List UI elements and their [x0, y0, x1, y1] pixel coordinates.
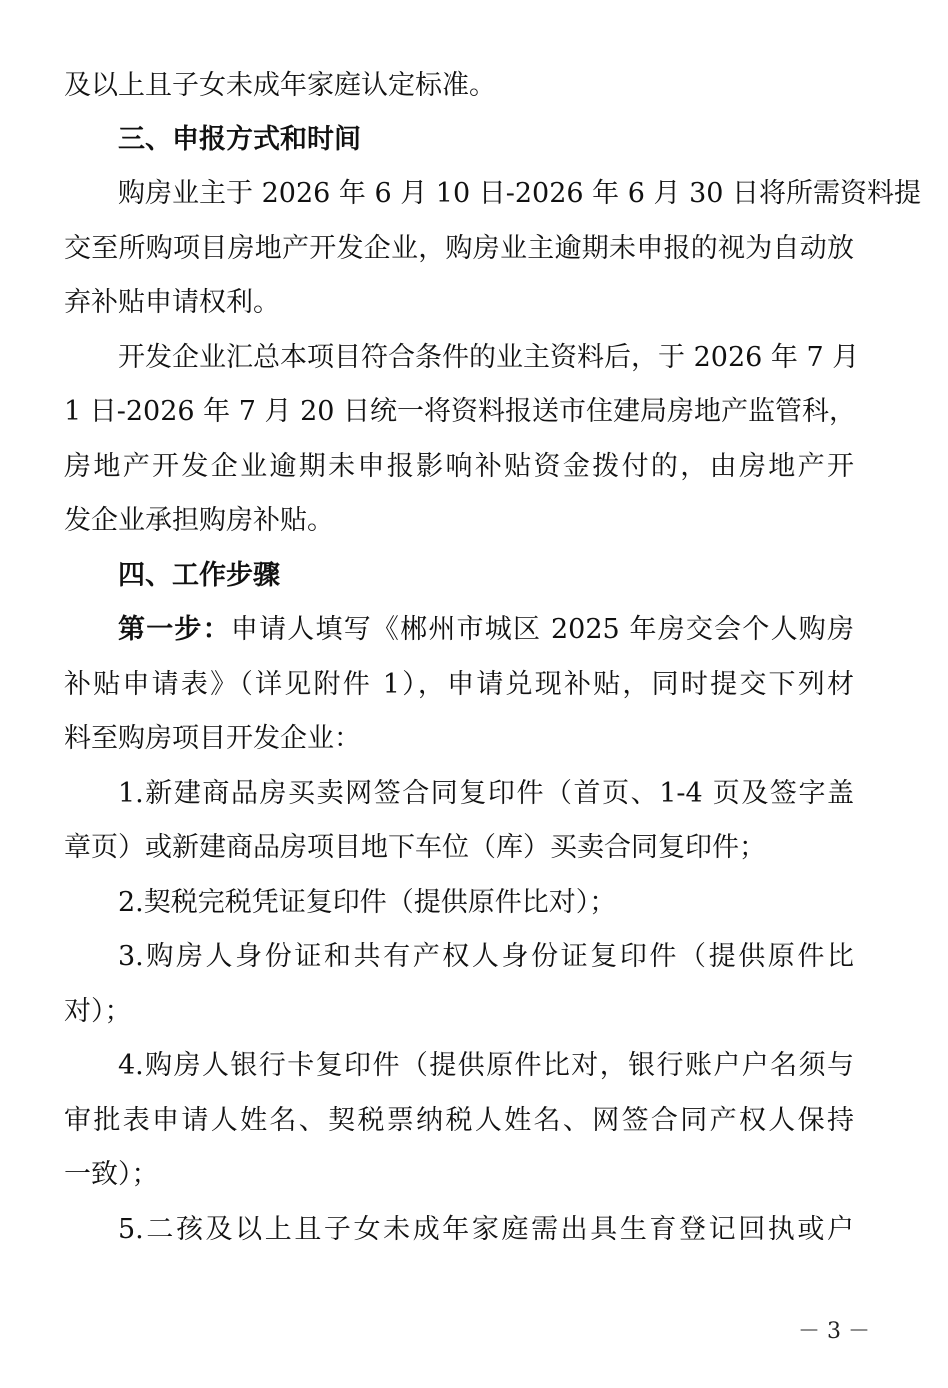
section-heading-3: 三、申报方式和时间	[118, 124, 361, 155]
paragraph-line: 及以上且子女未成年家庭认定标准。	[64, 70, 496, 101]
paragraph-line: 房地产开发企业逾期未申报影响补贴资金拨付的，由房地产开	[64, 451, 854, 482]
page-number: － 3 －	[798, 1319, 870, 1344]
paragraph-line: 审批表申请人姓名、契税票纳税人姓名、网签合同产权人保持	[64, 1105, 854, 1136]
step-one-line	[118, 603, 854, 657]
list-item-2: 2.契税完税凭证复印件（提供原件比对）；	[118, 887, 617, 918]
paragraph-line: 开发企业汇总本项目符合条件的业主资料后，于 2026 年 7 月	[118, 342, 860, 373]
paragraph-line: 料至购房项目开发企业：	[64, 723, 361, 754]
step-one-text: 申请人填写《郴州市城区 2025 年房交会个人购房	[230, 614, 854, 645]
step-one-label: 第一步：	[118, 614, 231, 645]
paragraph-line: 交至所购项目房地产开发企业，购房业主逾期未申报的视为自动放	[64, 233, 854, 264]
paragraph-line: 购房业主于 2026 年 6 月 10 日-2026 年 6 月 30 日将所需资料提	[118, 178, 922, 209]
paragraph-line: 补贴申请表》（详见附件 1），申请兑现补贴，同时提交下列材	[64, 669, 854, 700]
paragraph-line: 弃补贴申请权利。	[64, 287, 280, 318]
list-item-4: 4.购房人银行卡复印件（提供原件比对，银行账户户名须与	[118, 1050, 854, 1081]
paragraph-line: 对）；	[64, 996, 132, 1027]
paragraph-line: 发企业承担购房补贴。	[64, 505, 334, 536]
section-heading-4: 四、工作步骤	[118, 560, 280, 591]
paragraph-line: 章页）或新建商品房项目地下车位（库）买卖合同复印件；	[64, 832, 766, 863]
list-item-3: 3.购房人身份证和共有产权人身份证复印件（提供原件比	[118, 941, 854, 972]
list-item-1: 1.新建商品房买卖网签合同复印件（首页、1-4 页及签字盖	[118, 778, 854, 809]
paragraph-line: 1 日-2026 年 7 月 20 日统一将资料报送市住建局房地产监管科，	[64, 396, 857, 427]
list-item-5: 5.二孩及以上且子女未成年家庭需出具生育登记回执或户	[118, 1214, 854, 1245]
paragraph-line: 一致）；	[64, 1159, 159, 1190]
